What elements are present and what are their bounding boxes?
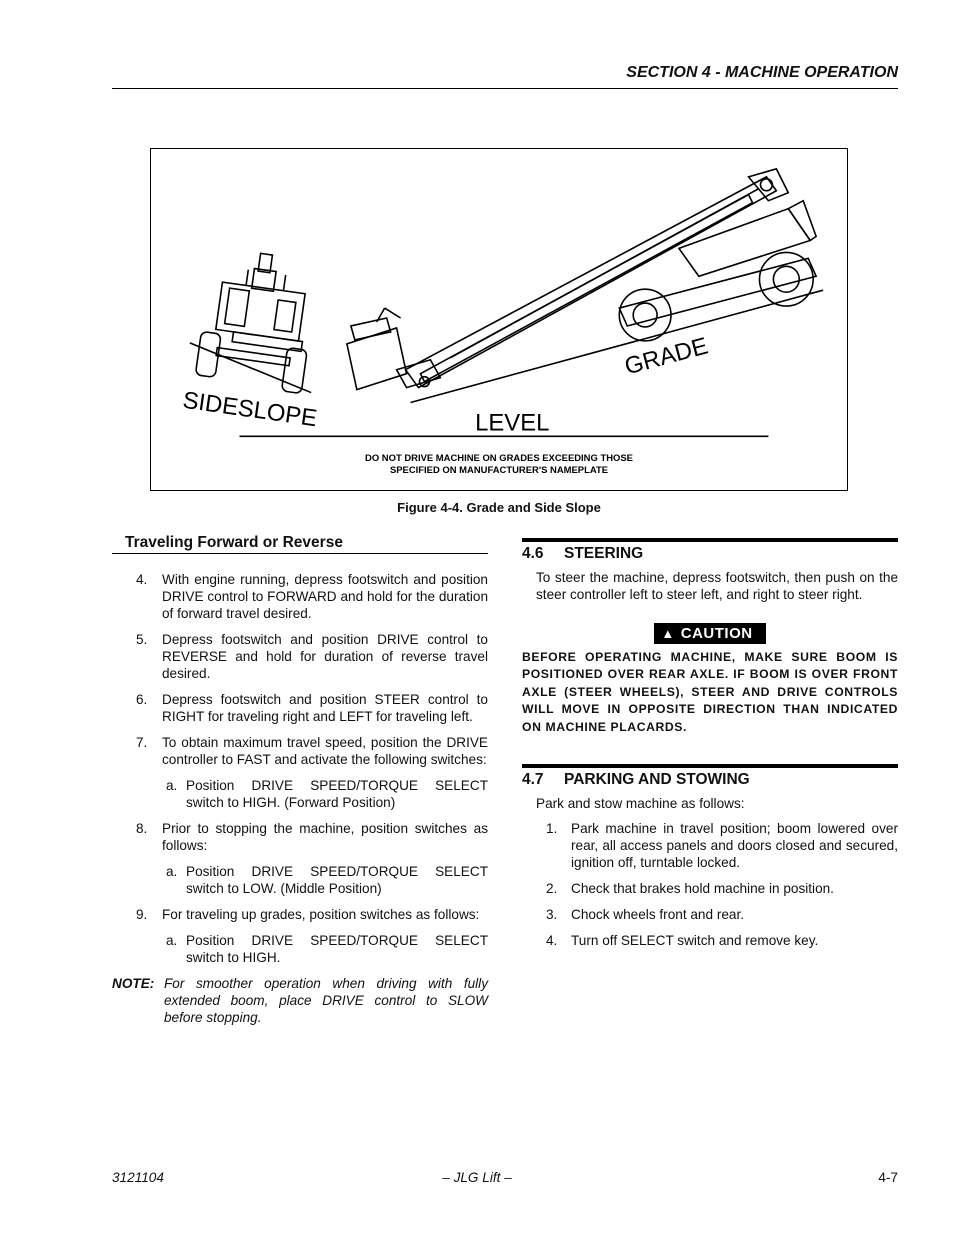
list-subitem: a. Position DRIVE SPEED/TORQUE SELECT switch to HIGH. (166, 933, 488, 965)
note-label: NOTE: (112, 976, 155, 991)
list-item: 2. Check that brakes hold machine in position. (546, 881, 834, 897)
steering-heading: 4.6 STEERING (522, 538, 898, 562)
warning-triangle-icon: ▲ (661, 626, 675, 641)
list-item: 6. Depress footswitch and position STEER control to RIGHT for traveling right and LEFT for traveling left. (136, 692, 488, 724)
list-item: 5. Depress footswitch and position DRIVE control to REVERSE and hold for duration of reverse travel desired. (136, 632, 488, 681)
level-label: LEVEL (475, 409, 550, 437)
figure-illustration (151, 149, 847, 490)
company-footer: – JLG Lift – (442, 1170, 512, 1185)
caution-banner (522, 623, 898, 644)
caution-badge: ▲ CAUTION (654, 623, 765, 644)
grade-label: GRADE (621, 332, 711, 381)
warning-line-1: DO NOT DRIVE MACHINE ON GRADES EXCEEDING THOSE (365, 453, 633, 465)
list-subitem: a. Position DRIVE SPEED/TORQUE SELECT switch to LOW. (Middle Position) (166, 864, 488, 896)
note-text: For smoother operation when driving with fully extended boom, place DRIVE control to SLOW before stopping. (164, 976, 488, 1025)
page-number: 4-7 (878, 1170, 898, 1185)
list-item: 8. Prior to stopping the machine, position switches as follows: (136, 821, 488, 853)
figure-caption: Figure 4-4. Grade and Side Slope (397, 500, 601, 515)
figure-grade-side-slope (150, 148, 848, 491)
note (112, 975, 488, 1026)
sideslope-machine-drawing (195, 247, 320, 394)
right-column (522, 538, 898, 958)
steering-text: To steer the machine, depress footswitch, then push on the steer controller left to steer left, and right to steer right. (536, 570, 898, 602)
list-item: 4. Turn off SELECT switch and remove key. (546, 933, 819, 949)
sideslope-label: SIDESLOPE (181, 386, 319, 433)
list-subitem: a. Position DRIVE SPEED/TORQUE SELECT switch to HIGH. (Forward Position) (166, 778, 488, 810)
list-item: 1. Park machine in travel position; boom lowered over rear, all access panels and doors closed and secured, ignition off, turntable locked. (546, 821, 898, 871)
list-item: 9. For traveling up grades, position switches as follows: (136, 907, 480, 922)
parking-heading: 4.7 PARKING AND STOWING (522, 764, 898, 788)
parking-intro: Park and stow machine as follows: (536, 796, 745, 812)
warning-line-2: SPECIFIED ON MANUFACTURER'S NAMEPLATE (389, 465, 609, 477)
header-rule (112, 88, 898, 89)
caution-text: BEFORE OPERATING MACHINE, MAKE SURE BOOM IS POSITIONED OVER REAR AXLE. IF BOOM IS OVER FRONT AXLE (STEER WHEELS), STEER AND DRIVE CONTROLS WILL MOVE IN OPPOSITE DIRECTION THAN INDICATED ON MACHINE PLACARDS. (522, 650, 898, 734)
section-title: SECTION 4 - MACHINE OPERATION (626, 64, 898, 81)
list-item: 4. With engine running, depress footswitch and position DRIVE control to FORWARD and hold for the duration of forward travel desired. (136, 572, 488, 621)
list-item: 3. Chock wheels front and rear. (546, 907, 745, 923)
doc-number: 3121104 (112, 1170, 164, 1185)
traveling-section (112, 534, 488, 1026)
list-item: 7. To obtain maximum travel speed, position the DRIVE controller to FAST and activate the following switches: (136, 735, 488, 767)
traveling-heading: Traveling Forward or Reverse (112, 534, 488, 554)
